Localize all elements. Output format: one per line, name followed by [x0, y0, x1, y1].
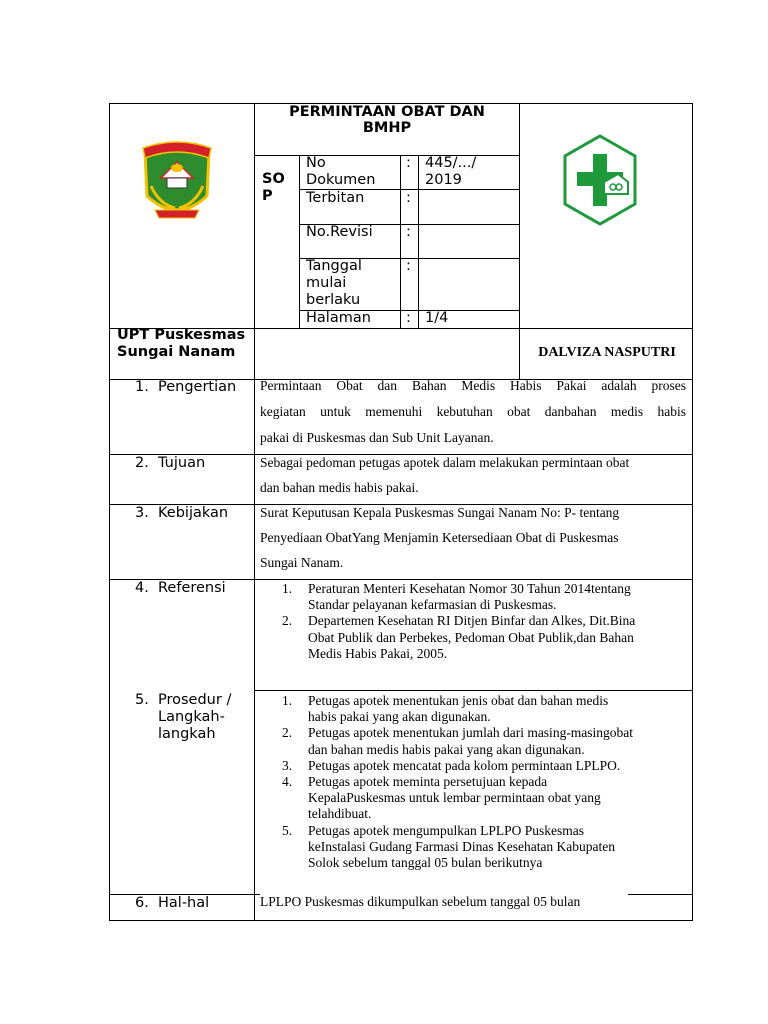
list-item: 2. Departemen Kesehatan RI Ditjen Binfar dan Alkes, Dit.Bina Obat Publik dan Perbekes, Pedoman Obat Publik,dan Bahan Medis Habis Pakai, 2005. — [282, 613, 636, 661]
list-item: 4. Petugas apotek meminta persetujuan kepada KepalaPuskesmas untuk lembar permintaan obat yang telahdibuat. — [282, 774, 601, 822]
section-text-line: kegiatan untuk memenuhi kebutuhan obat danbahan medis habis — [260, 404, 686, 419]
section-number: 6. — [135, 895, 149, 911]
list-item: 2. Petugas apotek menentukan jumlah dari masing-masingobat dan bahan medis habis pakai yang akan digunakan. — [282, 725, 634, 757]
section-text-line: Sungai Nanam. — [260, 555, 344, 570]
list-item: 3. Petugas apotek mencatat pada kolom permintaan LPLPO. — [282, 757, 621, 773]
document-title: PERMINTAAN OBAT DAN BMHP — [289, 104, 485, 136]
list-item: 5. Petugas apotek mengumpulkan LPLPO Puskesmas keInstalasi Gudang Farmasi Dinas Kesehatan Kabupaten Solok sebelum tanggal 05 bulan berikutnya — [282, 822, 616, 871]
head-name: DALVIZA NASPUTRI — [538, 345, 676, 360]
section-number: 3. — [135, 505, 149, 521]
list-item: 1. Peraturan Menteri Kesehatan Nomor 30 Tahun 2014tentang Standar pelayanan kefarmasian di Puskesmas. — [282, 581, 631, 613]
section-number: 4. — [135, 580, 149, 596]
section-label-referensi: Referensi — [158, 580, 226, 596]
section-text-line: Penyediaan ObatYang Menjamin Ketersediaan Obat di Puskesmas — [260, 530, 619, 545]
section-text-line: pakai di Puskesmas dan Sub Unit Layanan. — [260, 430, 494, 445]
section-text-line: Permintaan Obat dan Bahan Medis Habis Pakai adalah proses — [260, 378, 686, 393]
field-colon: : — [406, 310, 411, 326]
section-text-line: Sebagai pedoman petugas apotek dalam melakukan permintaan obat — [260, 455, 630, 470]
field-label-halaman: Halaman — [306, 310, 371, 326]
field-value-halaman: 1/4 — [425, 310, 449, 326]
org-name: UPT Puskesmas Sungai Nanam — [117, 327, 246, 360]
field-colon: : — [406, 258, 411, 274]
field-label-no-revisi: No.Revisi — [306, 224, 373, 240]
field-value-no-dokumen: 445/.../ 2019 — [425, 155, 477, 188]
puskesmas-logo — [562, 134, 638, 226]
field-colon: : — [406, 190, 411, 206]
section-number: 1. — [135, 379, 149, 395]
field-colon: : — [406, 155, 411, 171]
list-item: 1. Petugas apotek menentukan jenis obat dan bahan medis habis pakai yang akan digunakan. — [282, 693, 609, 725]
sop-label: SOP — [262, 171, 285, 204]
section-number: 5. — [135, 692, 149, 708]
field-label-no-dokumen: No Dokumen — [306, 155, 376, 188]
reference-list — [260, 581, 690, 662]
procedure-list — [260, 693, 690, 871]
section-label-tujuan: Tujuan — [158, 455, 206, 471]
field-label-terbitan: Terbitan — [306, 190, 365, 206]
kabupaten-solok-logo — [139, 138, 215, 224]
section-label-prosedur: Prosedur / Langkah- langkah — [158, 692, 232, 742]
section-label-pengertian: Pengertian — [158, 379, 237, 395]
section-text-line: dan bahan medis habis pakai. — [260, 480, 419, 495]
section-text-line: LPLPO Puskesmas dikumpulkan sebelum tanggal 05 bulan — [260, 894, 581, 909]
section-number: 2. — [135, 455, 149, 471]
section-label-hal-hal: Hal-hal — [158, 895, 210, 911]
section-text-line: Surat Keputusan Kepala Puskesmas Sungai Nanam No: P- tentang — [260, 505, 620, 520]
field-colon: : — [406, 224, 411, 240]
section-label-kebijakan: Kebijakan — [158, 505, 229, 521]
field-label-tanggal: Tanggal mulai berlaku — [306, 258, 362, 308]
